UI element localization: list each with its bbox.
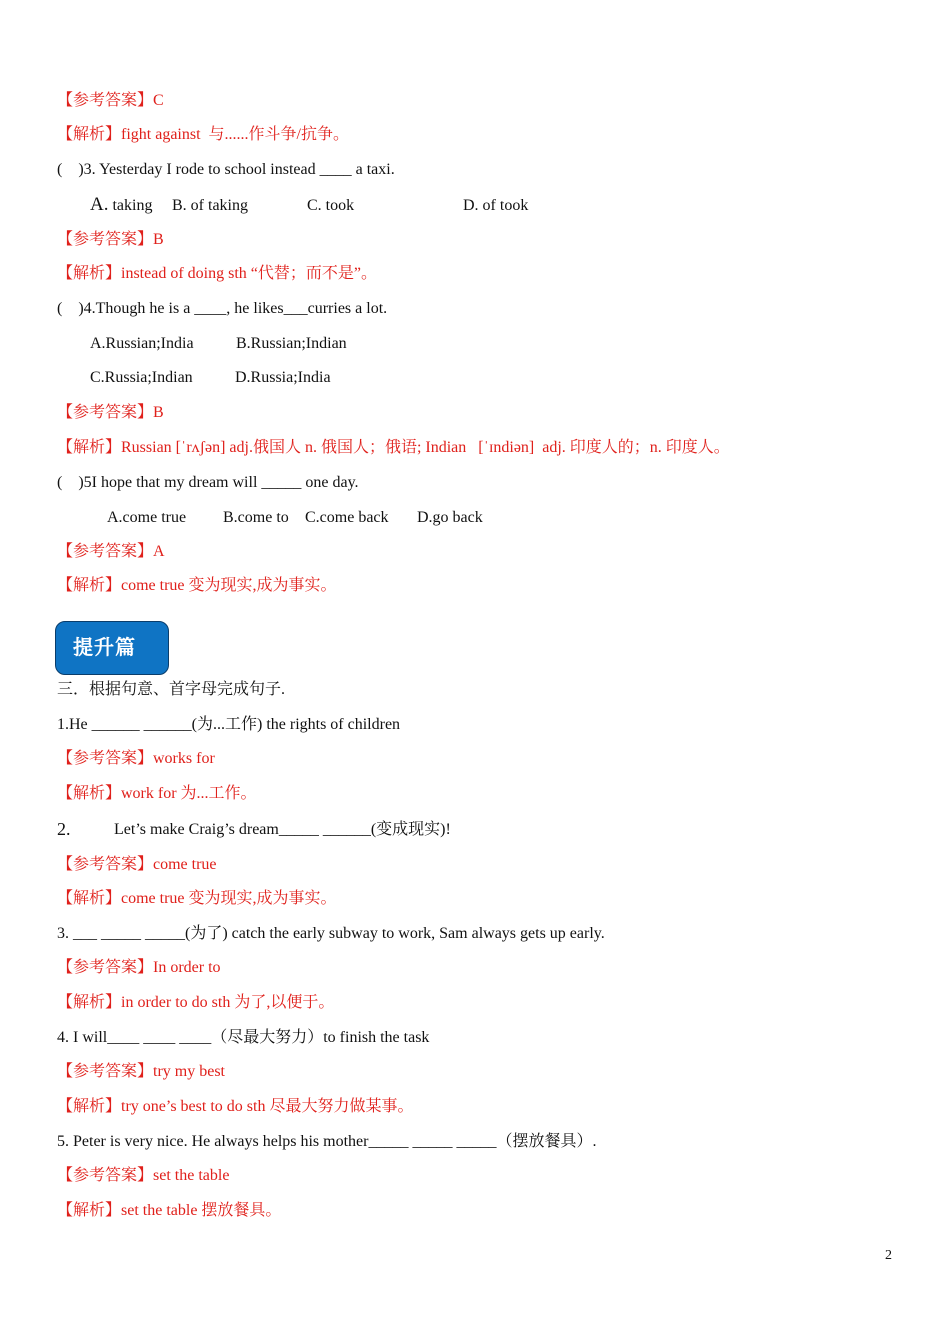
explanation-q5: 【解析】come true 变为现实,成为事实。 [57, 577, 337, 594]
q5-option-c: C.come back [305, 509, 389, 526]
page-number: 2 [885, 1248, 892, 1263]
answer-s4: 【参考答案】try my best [57, 1063, 225, 1080]
explanation-q2: 【解析】fight against 与......作斗争/抗争。 [57, 126, 349, 143]
q5-option-a: A.come true [107, 509, 187, 526]
q5-option-d: D.go back [417, 509, 483, 526]
q5-option-b: B.come to [223, 509, 289, 526]
q3-option-a-letter: A. [90, 194, 109, 215]
section-badge-label: 提升篇 [73, 635, 136, 659]
q4-option-b: B.Russian;Indian [236, 335, 347, 352]
q3-option-b: B. of taking [172, 197, 248, 214]
sentence-1: 1.He ______ ______(为...工作) the rights of children [57, 716, 401, 733]
sentence-2-number: 2. [57, 819, 71, 839]
q4-option-c: C.Russia;Indian [90, 369, 193, 386]
answer-q3: 【参考答案】B [57, 231, 164, 248]
q3-option-a [90, 195, 152, 216]
answer-s5: 【参考答案】set the table [57, 1167, 230, 1184]
q3-option-a-text: taking [108, 197, 153, 214]
answer-s2: 【参考答案】come true [57, 856, 217, 873]
sentence-2: Let’s make Craig’s dream_____ ______(变成现实)! [114, 821, 451, 838]
answer-s3: 【参考答案】In order to [57, 959, 221, 976]
q3-option-c: C. took [307, 197, 355, 214]
answer-s1: 【参考答案】works for [57, 750, 215, 767]
explanation-s2: 【解析】come true 变为现实,成为事实。 [57, 890, 337, 907]
explanation-q4: 【解析】Russian [ˈrʌʃən] adj.俄国人 n. 俄国人；俄语; Indian [ˈɪndiən] adj. 印度人的；n. 印度人。 [57, 439, 730, 456]
sentence-3: 3. ___ _____ _____(为了) catch the early subway to work, Sam always gets up early. [57, 925, 605, 942]
explanation-s5: 【解析】set the table 摆放餐具。 [57, 1202, 282, 1219]
explanation-s1: 【解析】work for 为...工作。 [57, 785, 257, 802]
answer-q2: 【参考答案】C [57, 92, 164, 109]
answer-q5: 【参考答案】A [57, 543, 165, 560]
sentence-4: 4. I will____ ____ ____（尽最大努力）to finish the task [57, 1029, 430, 1046]
question-3: ( )3. Yesterday I rode to school instead ____ a taxi. [57, 161, 395, 178]
question-5: ( )5I hope that my dream will _____ one day. [57, 474, 359, 491]
explanation-q3: 【解析】instead of doing sth “代替；而不是”。 [57, 265, 377, 282]
sentence-5: 5. Peter is very nice. He always helps his mother_____ _____ _____（摆放餐具）. [57, 1133, 597, 1150]
q4-option-d: D.Russia;India [235, 369, 331, 386]
q4-option-a: A.Russian;India [90, 335, 194, 352]
section-badge [55, 621, 169, 675]
explanation-s3: 【解析】in order to do sth 为了,以便于。 [57, 994, 335, 1011]
question-4: ( )4.Though he is a ____, he likes___curries a lot. [57, 300, 388, 317]
q3-option-d: D. of took [463, 197, 529, 214]
section-instruction: 三．根据句意、首字母完成句子. [57, 681, 286, 698]
explanation-s4: 【解析】try one’s best to do sth 尽最大努力做某事。 [57, 1098, 414, 1115]
answer-q4: 【参考答案】B [57, 404, 164, 421]
